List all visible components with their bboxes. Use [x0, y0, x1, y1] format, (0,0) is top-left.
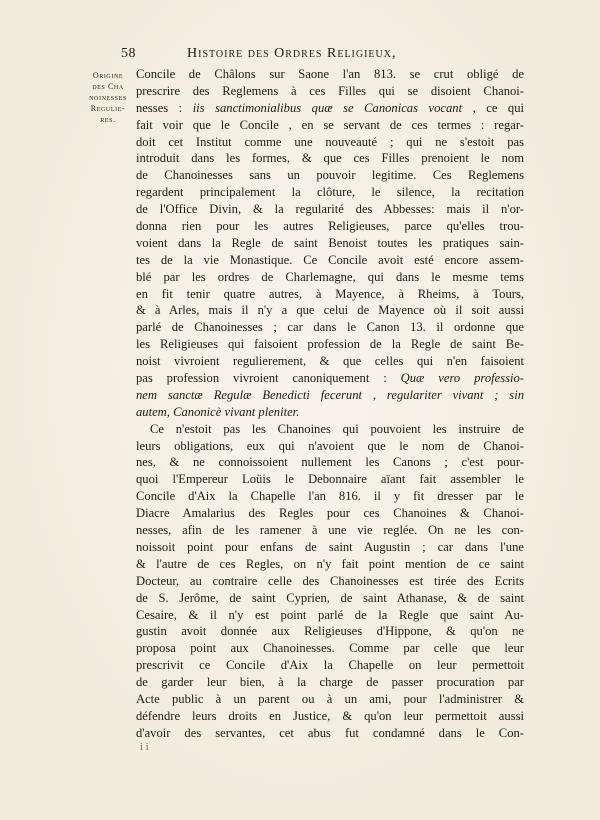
- text-line: noissoit point pour enfans de saint Augustin ; car dans l'une: [136, 539, 524, 554]
- text-line: les Religieuses qui faisoient profession de la Regle de saint Be-: [136, 337, 524, 352]
- text-line: défendre leurs droits en Justice, & qu'on leur permettoit aussi: [136, 708, 524, 723]
- text-line: prescrire des Reglemens à ces Filles qui se disoient Chanoi-: [136, 83, 524, 98]
- margin-note-line: res.: [100, 115, 116, 124]
- text-line: & l'autre de ces Regles, on n'y fait point mention de ce saint: [136, 556, 524, 571]
- text-line: Cesaire, & il n'y est point parlé de la Regle que saint Au-: [136, 607, 524, 622]
- text-line: de garder leur bien, à la charge de passer procuration par: [136, 675, 524, 690]
- running-title: Histoire des Ordres Religieux,: [187, 46, 397, 61]
- text-line: regardent principalement la clôture, le silence, la recitation: [136, 185, 524, 200]
- text-line: nem sanctæ Regulæ Benedicti fecerunt , regulariter vivant ; sin: [136, 387, 524, 402]
- text-line: quoi l'Empereur Loüis le Debonnaire aïant fait assembler le: [136, 472, 524, 487]
- text-line: de Chanoinesses sans un pouvoir legitime. Ces Reglemens: [136, 168, 524, 183]
- text-line: voient dans la Regle de saint Benoist toutes les pratiques sain-: [136, 235, 524, 250]
- text-line: tes de la vie Monastique. Ce Concile avoit esté encore assem-: [136, 252, 524, 267]
- text-line: pas profession vivroient canoniquement : Quæ vero professio-: [136, 371, 524, 386]
- text-line: Concile de Châlons sur Saone l'an 813. se crut obligé de: [136, 67, 524, 81]
- text-line: blé par les ordres de Charlemagne, qui dans le mesme tems: [136, 269, 524, 284]
- text-line: Docteur, au contraire celle des Chanoinesses est tirée des Ecrits: [136, 573, 524, 588]
- text-line: parlé de Chanoinesses ; car dans le Canon 13. il ordonne que: [136, 320, 524, 335]
- text-line: de l'Office Divin, & la regularité des Abbesses: mais il n'or-: [136, 202, 524, 217]
- text-line: leurs obligations, eux qui n'avoient que le nom de Chanoi-: [136, 438, 524, 453]
- text-line: en fit tenir quatre autres, à Mayence, à Rheims, à Tours,: [136, 286, 524, 301]
- margin-note-line: des Cha: [92, 82, 124, 91]
- page-footer-mark: ii: [140, 742, 152, 753]
- text-line: proposa point aux Chanoinesses. Comme par celle que leur: [136, 641, 524, 656]
- margin-note-line: Origine: [92, 71, 124, 80]
- text-line: gustin avoit donnée aux Religieuses d'Hippone, & qu'on ne: [136, 624, 524, 639]
- page-number: 58: [121, 46, 136, 61]
- body-text: [136, 66, 524, 742]
- text-line: Concile d'Aix la Chapelle l'an 816. il y fit dresser par le: [136, 489, 524, 504]
- text-line: & à Arles, mais il n'y a que celui de Mayence où il soit aussi: [136, 303, 524, 318]
- text-line: Acte public à un parent ou à un ami, pour l'administrer &: [136, 691, 524, 706]
- paragraph-1: [136, 66, 524, 421]
- margin-note-line: noinesses: [89, 93, 127, 102]
- text-line: de S. Jerôme, de saint Cyprien, de saint Athanase, & de saint: [136, 590, 524, 605]
- text-line: nesses : iis sanctimonialibus quæ se Canonicas vocant , ce qui: [136, 100, 524, 115]
- margin-note-line: Regulie-: [90, 104, 126, 113]
- text-line: donna rien pour les autres Religieuses, parce qu'elles trou-: [136, 219, 524, 234]
- text-line: noist vivroient regulierement, & que celles qui n'en faisoient: [136, 354, 524, 369]
- text-line: doit cet Institut comme une nouveauté ; qui ne s'estoit pas: [136, 134, 524, 149]
- text-line: prescrivit ce Concile d'Aix la Chapelle on leur permettoit: [136, 658, 524, 673]
- text-line: nesses, afin de les ramener à une vie reglée. On ne les con-: [136, 523, 524, 538]
- text-line: autem, Canonicè vivant pleniter.: [136, 404, 300, 419]
- text-line: nes, & ne connoissoient nullement les Canons ; c'est pour-: [136, 455, 524, 470]
- text-line: fait voir que le Concile , en se servant de ces termes : regar-: [136, 117, 524, 132]
- page-header: [121, 46, 521, 66]
- marginal-note: [76, 70, 140, 125]
- text-line: Ce n'estoit pas les Chanoines qui pouvoient les instruire de: [150, 421, 524, 436]
- text-line: introduit dans les formes, & que ces Filles prenoient le nom: [136, 151, 524, 166]
- text-line: d'avoir des servantes, cet abus fut condamné dans le Con-: [136, 725, 524, 740]
- paragraph-2: [136, 421, 524, 742]
- text-line: Diacre Amalarius des Regles pour ces Chanoines & Chanoi-: [136, 506, 524, 521]
